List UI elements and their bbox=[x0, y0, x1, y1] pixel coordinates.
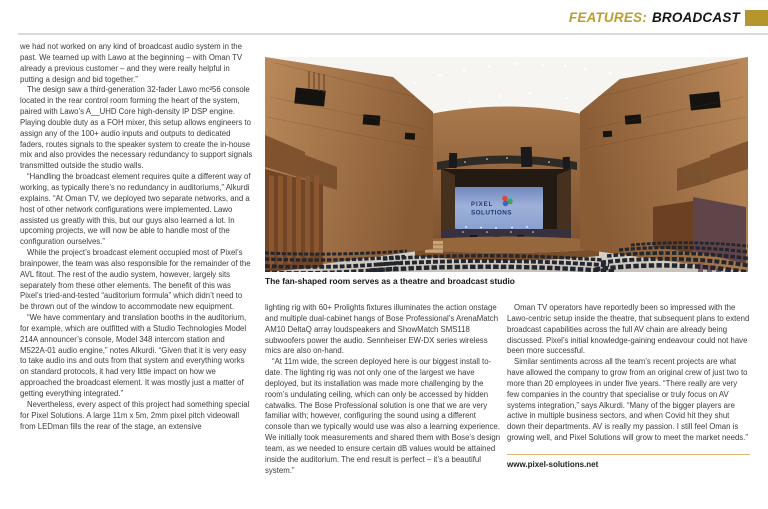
paragraph: “At 11m wide, the screen deployed here is our biggest install to-date. The lighting rig was not only one of the largest we have deployed, but its installation was made more challenging by the room’s undulating ceiling, which can only be accessed by hidden catwalks. The Bose Professional solution is one that we are very familiar with; however, configuring the sound using a different console than we typically would use was also a learning experience. We initially took measurements and shared them with Bose’s design team, as we needed to ensure certain dB values would be attained inside the auditorium. The end result is perfect – it’s a beautiful system.” bbox=[265, 357, 501, 475]
screen-brand-line1: PIXEL bbox=[471, 202, 494, 208]
paragraph: While the project’s broadcast element occupied most of Pixel’s brainpower, the team was also responsible for the remainder of the AVL fitout. The rest of the audio system, however, largely sits separately from these other elements. The benefit of this was Pixel’s tried-and-tested “auditorium formula” which didn’t need to be thrown out of the window to accommodate new equipment. bbox=[20, 248, 251, 312]
middle-column bbox=[265, 303, 501, 477]
website-link[interactable]: www.pixel-solutions.net bbox=[507, 459, 599, 469]
features-label: FEATURES: bbox=[568, 10, 647, 25]
page-header bbox=[0, 6, 768, 30]
screen-brand-line2: SOLUTIONS bbox=[471, 209, 512, 217]
header-title bbox=[569, 10, 740, 25]
led-screen bbox=[455, 187, 543, 229]
paragraph: Similar sentiments across all the team’s recent projects are what have allowed the company to grow from an original crew of just two to more than 20 employees in under five years. “There really are very few companies in the country that specialise or truly focus on AV systems integration,” says Alkurdi. “Many of the bigger players are active in multiple business sectors, and when Covid hit they shut down their departments. AV is really my passion. I still feel Oman is growing well, and Pixel Solutions will grow to meet the market needs.” bbox=[507, 357, 748, 443]
paragraph: Oman TV operators have reportedly been so impressed with the Lawo-centric setup inside the theatre, that subsequent plans to extend broadcast capabilities across the full AV chain are already being discussed. Pixel’s initial knowledge-gaining endeavour could not have been more successful. bbox=[507, 303, 750, 356]
paragraph: “Handling the broadcast element requires quite a different way of working, as typically there’s no redundancy in auditoriums,” Alkurdi explains. “At Oman TV, we deployed two separate networks, and a host of other network configurations were implemented. Lawo assisted us greatly with this, but our guys also learned a lot. In upcoming projects, we will now be able to handle most of the configuration ourselves.” bbox=[20, 172, 251, 247]
photo-caption: The fan-shaped room serves as a theatre and broadcast studio bbox=[265, 276, 515, 286]
paragraph: “We have commentary and translation booths in the auditorium, for example, which are outfitted with a Studio Technologies Model 214A announcer’s console, Model 348 intercom station and M522A-01 audio engine,” notes Alkurdi. “Given that it is very easy to take audio ins and outs from that system and everything works on standard protocols, it had very little impact on how we approached the broadcast element. It was mostly just a matter of getting everything integrated.” bbox=[20, 313, 247, 398]
auditorium-photo-image bbox=[265, 57, 748, 272]
header-accent-block bbox=[745, 10, 768, 26]
section-label: BROADCAST bbox=[651, 10, 740, 25]
auditorium-photo bbox=[265, 57, 748, 286]
paragraph: The design saw a third-generation 32-fader Lawo mc²56 console located in the rear control room forming the heart of the system, paired with Lawo’s A__UHD Core high-density IP DSP engine. Playing double duty as a FOH mixer, this setup allows engineers to assign any of the 100+ audio inputs and outputs to dedicated faders, routes signals to the speaker system to create the in-house mix and also provides the necessary redundancy to support signals transmitted outside the studio walls. bbox=[20, 85, 253, 171]
website-rule bbox=[507, 454, 750, 455]
paragraph: Nevertheless, every aspect of this project had something special for Pixel Solutions. A large 11m x 5m, 2mm pixel pitch videowall from LEDman fills the rear of the stage, an extensive bbox=[20, 399, 250, 431]
stage-wall bbox=[415, 107, 599, 261]
left-column bbox=[20, 42, 253, 432]
header-rule bbox=[18, 33, 768, 35]
paragraph: we had not worked on any kind of broadcast audio system in the past. We teamed up with Lawo at the beginning – with Oman TV already a previous customer – and they were really helpful in putting a design and bid together.” bbox=[20, 42, 243, 84]
right-column bbox=[507, 303, 750, 471]
paragraph: lighting rig with 60+ Prolights fixtures illuminates the action onstage and multiple dual-cabinet hangs of Bose Professional’s ArenaMatch AM10 DeltaQ array loudspeakers and ShowMatch SMS118 subwoofers power the audio. Sennheiser EW-DX series wireless mics are also on-hand. bbox=[265, 303, 499, 356]
